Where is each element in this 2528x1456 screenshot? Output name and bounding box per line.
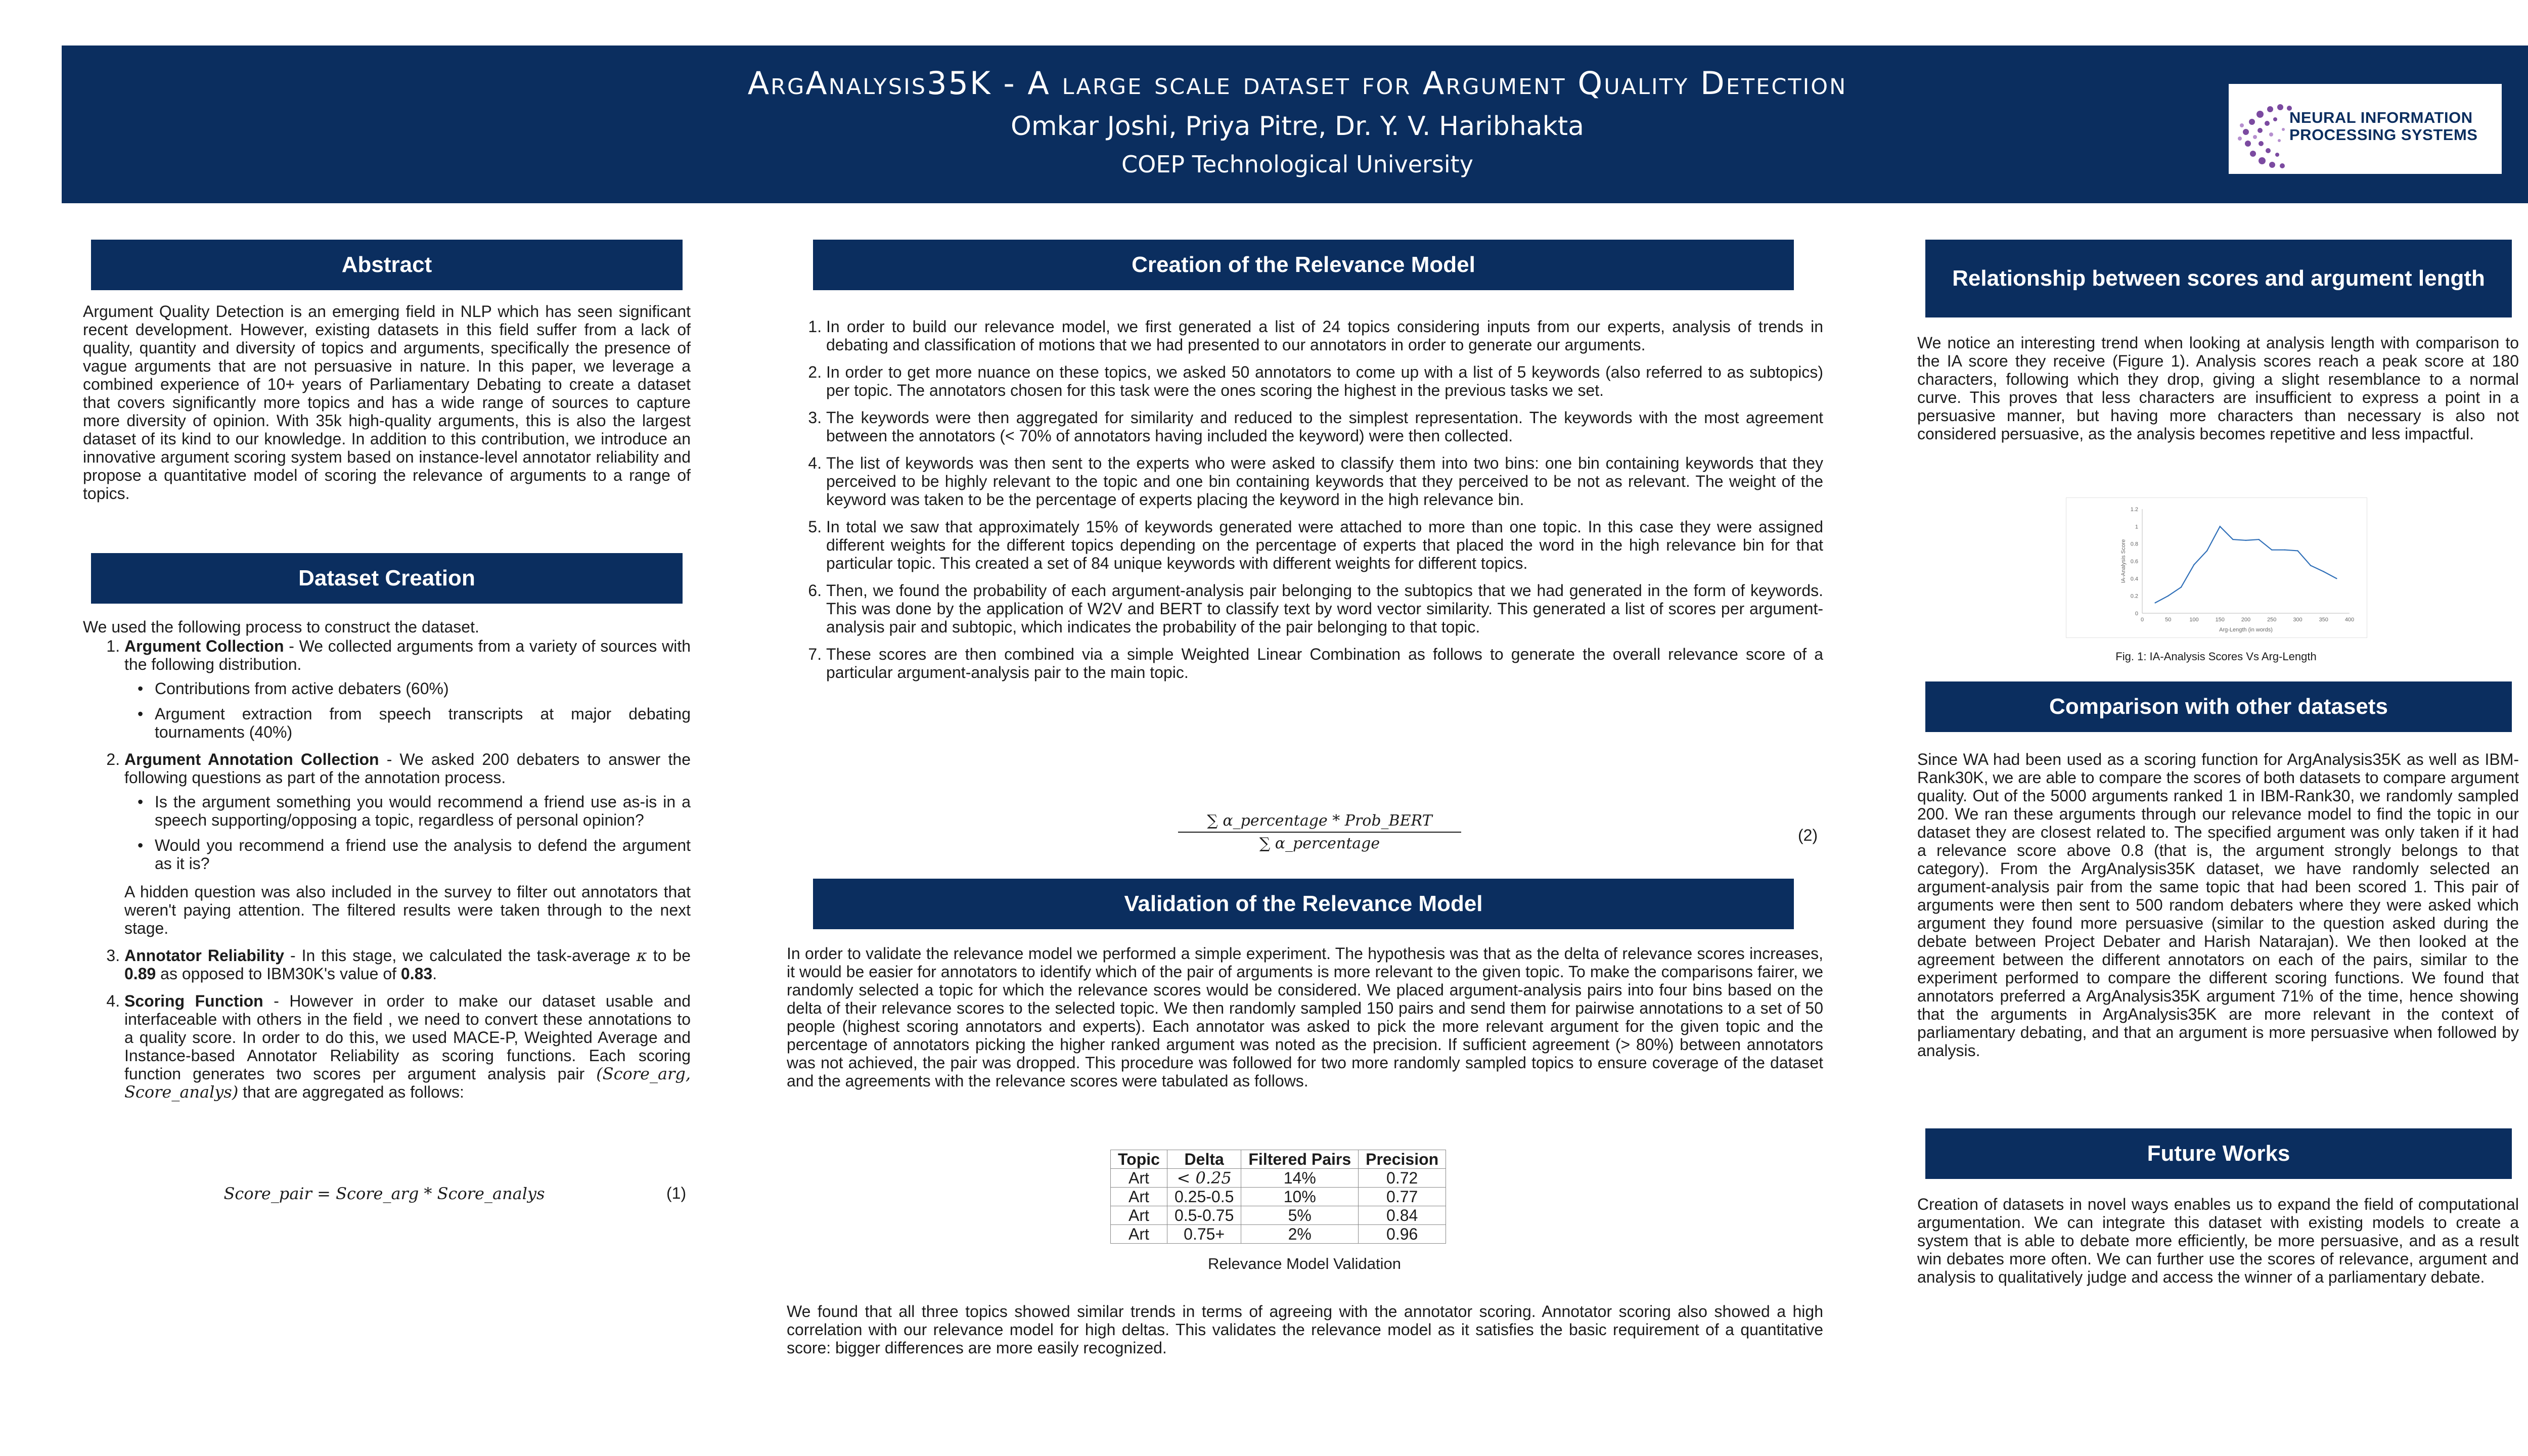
x-tick-label: 100 <box>2189 617 2199 623</box>
comparison-text <box>1917 750 2519 1067</box>
equation-2 <box>1178 812 1461 852</box>
step1-title: Argument Collection <box>124 637 284 655</box>
x-tick-label: 400 <box>2344 617 2355 623</box>
equation-2-denominator: ∑ α_percentage <box>1259 835 1380 852</box>
dataset-steps <box>83 637 691 1101</box>
figure-1-chart <box>2066 498 2367 638</box>
relevance-step-1: 1. In order to build our relevance model, we first generated a list of 24 topics considering inputs from our experts, analysis of trends in debating and classification of motions that we had presented to our annotators in order to generate our arguments. <box>826 317 1823 354</box>
x-tick-label: 0 <box>2140 617 2144 623</box>
table-row <box>1111 1225 1446 1244</box>
abstract-text <box>83 302 691 510</box>
data-point <box>2206 550 2207 551</box>
abstract-paragraph: Argument Quality Detection is an emerging field in NLP which has seen significant recent development. However, existing datasets in this field suffer from a lack of quality, quantity and diversity of topics and arguments, specifically the presence of vague arguments that are not persuasive in nature. In this paper, we leverage a combined experience of 10+ years of Parliamentary Debating to create a dataset that covers significantly more topics and has a wide range of sources to capture more diversity of opinion. With 35k high-quality arguments, this is also the largest dataset of its kind to our knowledge. In addition to this contribution, we introduce an innovative argument scoring system based on instance-level annotator reliability and propose a quantitative model of scoring the relevance of arguments to a range of topics. <box>83 302 691 503</box>
x-tick-label: 300 <box>2293 617 2303 623</box>
poster-institution: COEP Technological University <box>1121 151 1473 178</box>
comparison-heading <box>1925 681 2512 732</box>
future-heading-text: Future Works <box>2147 1141 2290 1166</box>
step3-kappa: κ <box>636 946 647 965</box>
equation-1: Score_pair = Score_arg * Score_analys <box>223 1184 545 1203</box>
y-tick-label: 1.2 <box>2130 507 2138 513</box>
step3-value-2: 0.83 <box>400 965 433 983</box>
table-cell: 0.96 <box>1359 1225 1446 1244</box>
relevance-step-4: 4. The list of keywords was then sent to the experts who were asked to classify them into two bins: one bin containing keywords that they perceived to be highly relevant to the topic and one bin containing keywords that they perceived to be not as relevant. The weight of the keyword was taken to be the percentage of experts placing the keyword in the high relevance bin. <box>826 454 1823 509</box>
data-point <box>2168 595 2169 596</box>
data-point <box>2297 550 2298 551</box>
table-cell: 14% <box>1241 1169 1359 1188</box>
table-row <box>1111 1188 1446 1206</box>
validation-heading-text: Validation of the Relevance Model <box>1124 891 1483 916</box>
equation-2-number: (2) <box>1798 826 1818 844</box>
relevance-step-2: 2. In order to get more nuance on these topics, we asked 50 annotators to come up with a list of 5 keywords (also referred to as subtopics) per topic. The annotators chosen for this task were the ones scoring the highest in the previous tasks we set. <box>826 363 1823 399</box>
table-cell: 0.84 <box>1359 1206 1446 1225</box>
table-cell: 0.77 <box>1359 1188 1446 1206</box>
y-tick-label: 0.8 <box>2130 541 2138 548</box>
step3-value-1: 0.89 <box>124 965 156 983</box>
relevance-step-3: 3. The keywords were then aggregated for similarity and reduced to the simplest representation. The keywords with the most agreement between the annotators (< 70% of annotators having included the keyword) were then collected. <box>826 408 1823 445</box>
table-header-cell: Filtered Pairs <box>1241 1150 1359 1169</box>
data-point <box>2310 565 2311 566</box>
header-banner <box>62 46 2528 203</box>
figure-1 <box>2066 497 2367 638</box>
table-header-cell: Precision <box>1359 1150 1446 1169</box>
dataset-heading <box>91 553 683 604</box>
relationship-paragraph: We notice an interesting trend when looking at analysis length with comparison to the IA score they receive (Figure 1). Analysis scores reach a peak score at 180 characters, following which they drop, giving a slight resemblance to a normal curve. This proves that less characters are insufficient to express a point in a persuasive manner, but having more characters than necessary is also not considered persuasive, as the analysis becomes repetitive and less impactful. <box>1917 334 2519 443</box>
series-line <box>2155 526 2337 603</box>
step2-bullet-1: • Is the argument something you would recommend a friend use as-is in a speech supporting/opposing a topic, regardless of personal opinion? <box>155 793 691 829</box>
relationship-text <box>1917 334 2519 450</box>
x-tick-label: 250 <box>2267 617 2277 623</box>
dataset-heading-text: Dataset Creation <box>298 566 475 590</box>
logo-line-2: PROCESSING SYSTEMS <box>2289 126 2478 144</box>
validation-paragraph-2: We found that all three topics showed similar trends in terms of agreeing with the annotator scoring. Annotator scoring also showed a high correlation with our relevance model for high deltas. This validates the relevance model as it satisfies the basic requirement of a quantitative score: bigger differences are more easily recognized. <box>787 1302 1823 1357</box>
relevance-text <box>787 317 1823 691</box>
x-tick-label: 50 <box>2165 617 2172 623</box>
table-cell: Art <box>1111 1169 1167 1188</box>
table-header-row <box>1111 1150 1446 1169</box>
logo-line-1: NEURAL INFORMATION <box>2289 109 2473 126</box>
y-tick-label: 0.2 <box>2130 593 2138 600</box>
table-cell: 0.5-0.75 <box>1167 1206 1241 1225</box>
validation-paragraph-1: In order to validate the relevance model we performed a simple experiment. The hypothesis was that as the delta of relevance scores increases, it would be easier for annotators to identify which of the pair of arguments is more relevant to the given topic. To make the comparisons fairer, we randomly selected a topic for which the relevance scores would be considered. We placed argument-analysis pairs into four bins based on the delta of their relevance scores to the selected topic. We then randomly sampled 150 pairs and send them for pairwise annotations to a set of 50 people (highest scoring annotators and experts). Each annotator was asked to pick the more relevant argument for the given topic and the percentage of annotators picking the higher ranked argument was noted as the precision. If sufficient agreement (> 80%) between annotators was not achieved, the pair was dropped. This procedure was followed for two more randomly sampled topics to ensure coverage of the dataset and the agreements with the relevance scores were tabulated as follows. <box>787 944 1823 1090</box>
y-tick-label: 1 <box>2135 524 2138 530</box>
data-point <box>2323 571 2324 572</box>
step3-text-b: to be <box>647 946 691 965</box>
table-cell: 0.72 <box>1359 1169 1446 1188</box>
data-point <box>2181 586 2182 587</box>
y-axis-label: IA-Analysis Score <box>2120 539 2127 583</box>
relevance-heading <box>813 240 1794 290</box>
equation-2-numerator: ∑ α_percentage * Prob_BERT <box>1178 812 1461 833</box>
y-tick-label: 0.4 <box>2130 576 2138 582</box>
future-text <box>1917 1195 2519 1293</box>
step1-bullet-2: • Argument extraction from speech transcripts at major debating tournaments (40%) <box>155 705 691 741</box>
data-point <box>2284 549 2285 550</box>
step2-bullets <box>124 793 691 873</box>
step1-bullets <box>124 679 691 741</box>
step3-text-d: . <box>432 965 437 983</box>
step1-bullet-1: • Contributions from active debaters (60%) <box>155 679 691 698</box>
dataset-text <box>83 618 691 1110</box>
step2-text: - We asked 200 debaters to answer the following questions as part of the annotation process. <box>124 750 691 787</box>
dataset-step-3 <box>124 946 691 983</box>
step2-note: A hidden question was also included in the survey to filter out annotators that weren't paying attention. The filtered results were taken through to the next stage. <box>124 883 691 937</box>
comparison-paragraph: Since WA had been used as a scoring function for ArgAnalysis35K as well as IBM-Rank30K, we are able to compare the scores of both datasets to compare argument quality. Out of the 5000 arguments ranked 1 in IBM-Rank30, we randomly sampled 200. We ran these arguments through our relevance model to find the topic in our dataset they are closest related to. The specified argument was only taken if it had a relevance score above 0.8 (that is, the argument strongly belongs to that category). From the ArgAnalysis35K dataset, we have randomly selected an argument-analysis pair from the same topic that had been scored 1. This pair of arguments were then sent to 500 random debaters where they were asked which argument they found more persuasive (similar to the question asked during the debate between Project Debater and Harish Natarajan). We then looked at the agreement between the different annotators on each of the pairs, similar to the experiment performed to compare the different scoring functions. We found that annotators preferred a ArgAnalysis35K argument 71% of the time, hence showing that the arguments in ArgAnalysis35K are more relevant in the context of parliamentary debating, and that an argument is more persuasive when followed by analysis. <box>1917 750 2519 1060</box>
table-cell: 5% <box>1241 1206 1359 1225</box>
poster-title: ArgAnalysis35K - A large scale dataset for Argument Quality Detection <box>747 65 1847 102</box>
abstract-heading-text: Abstract <box>341 252 432 277</box>
step4-math: (Score_arg, Score_analys) <box>124 1064 691 1102</box>
data-point <box>2336 578 2337 579</box>
abstract-heading <box>91 240 683 290</box>
relevance-steps <box>787 317 1823 681</box>
step1-text: - We collected arguments from a variety of sources with the following distribution. <box>124 637 691 673</box>
table-header-cell: Delta <box>1167 1150 1241 1169</box>
table-cell: 0.75+ <box>1167 1225 1241 1244</box>
neurips-logo <box>2229 84 2502 174</box>
relationship-heading-text: Relationship between scores and argument length <box>1952 266 2485 291</box>
data-point <box>2258 539 2259 540</box>
data-point <box>2271 549 2272 550</box>
figure-1-caption: Fig. 1: IA-Analysis Scores Vs Arg-Length <box>2115 650 2317 663</box>
data-point <box>2232 539 2233 540</box>
data-point <box>2220 526 2221 527</box>
relevance-step-5: 5. In total we saw that approximately 15% of keywords generated were attached to more than one topic. In this case they were assigned different weights for the different topics depending on the percentage of experts that placed the word in the high relevance bin for that particular topic. This created a set of 84 unique keywords with different weights for different topics. <box>826 518 1823 572</box>
relevance-step-7: 7. These scores are then combined via a simple Weighted Linear Combination as follows to generate the overall relevance score of a particular argument-analysis pair to the main topic. <box>826 645 1823 681</box>
table-cell: Art <box>1111 1225 1167 1244</box>
relevance-step-6: 6. Then, we found the probability of each argument-analysis pair belonging to the subtopics that we had generated in the form of keywords. This was done by the application of W2V and BERT to classify text by word vector similarity. This generated a list of scores per argument-analysis pair and subtopic, which indicates the probability of the pair belonging to that topic. <box>826 581 1823 636</box>
neurips-logo-icon <box>2231 84 2296 174</box>
dataset-step-4 <box>124 992 691 1101</box>
step4-tail: that are aggregated as follows: <box>238 1083 464 1101</box>
x-tick-label: 200 <box>2241 617 2251 623</box>
validation-text-2 <box>787 1302 1823 1364</box>
step4-text: - However in order to make our dataset usable and interfaceable with others in the field , we need to convert these annotations to a quality score. In order to do this, we used MACE-P, Weighted Average and Instance-based Annotator Reliability as scoring functions. Each scoring function generates two scores per argument analysis pair <box>124 992 691 1083</box>
x-tick-label: 350 <box>2319 617 2328 623</box>
dataset-step-1 <box>124 637 691 741</box>
step4-title: Scoring Function <box>124 992 263 1010</box>
table-cell: 2% <box>1241 1225 1359 1244</box>
step2-bullet-2: • Would you recommend a friend use the analysis to defend the argument as it is? <box>155 836 691 873</box>
relevance-heading-text: Creation of the Relevance Model <box>1132 252 1475 277</box>
y-tick-label: 0 <box>2135 611 2138 617</box>
dataset-step-2 <box>124 750 691 937</box>
validation-heading <box>813 879 1794 929</box>
table-cell: Art <box>1111 1206 1167 1225</box>
table-cell: 10% <box>1241 1188 1359 1206</box>
neurips-logo-text <box>2289 109 2477 144</box>
table-header-cell: Topic <box>1111 1150 1167 1169</box>
data-point <box>2245 540 2246 541</box>
data-point <box>2193 564 2194 565</box>
validation-table-wrap <box>1110 1150 1446 1244</box>
poster-authors: Omkar Joshi, Priya Pitre, Dr. Y. V. Haribhakta <box>1011 111 1584 142</box>
step2-title: Argument Annotation Collection <box>124 750 379 768</box>
data-point <box>2154 602 2155 603</box>
step3-title: Annotator Reliability <box>124 946 285 965</box>
validation-table-caption: Relevance Model Validation <box>1208 1255 1401 1272</box>
table-cell: 0.25-0.5 <box>1167 1188 1241 1206</box>
table-cell: Art <box>1111 1188 1167 1206</box>
future-paragraph: Creation of datasets in novel ways enables us to expand the field of computational argumentation. We can integrate this dataset with existing models to create a system that is able to debate more efficiently, be more persuasive, and as a result win debates more often. We can further use the scores of relevance, argument and analysis to qualitatively judge and access the winner of a parliamentary debate. <box>1917 1195 2519 1286</box>
y-tick-label: 0.6 <box>2130 559 2138 565</box>
equation-1-number: (1) <box>666 1184 687 1202</box>
validation-text-1 <box>787 944 1823 1097</box>
table-row <box>1111 1206 1446 1225</box>
x-tick-label: 150 <box>2215 617 2225 623</box>
dataset-intro: We used the following process to construct the dataset. <box>83 618 479 636</box>
comparison-heading-text: Comparison with other datasets <box>2049 694 2388 719</box>
table-row <box>1111 1169 1446 1188</box>
validation-table <box>1110 1150 1446 1244</box>
table-cell: < 0.25 <box>1167 1169 1241 1188</box>
x-axis-label: Arg-Length (in words) <box>2219 627 2273 633</box>
future-heading <box>1925 1128 2512 1179</box>
step3-text-a: - In this stage, we calculated the task-average <box>284 946 637 965</box>
step3-text-c: as opposed to IBM30K's value of <box>156 965 401 983</box>
relationship-heading <box>1925 240 2512 317</box>
